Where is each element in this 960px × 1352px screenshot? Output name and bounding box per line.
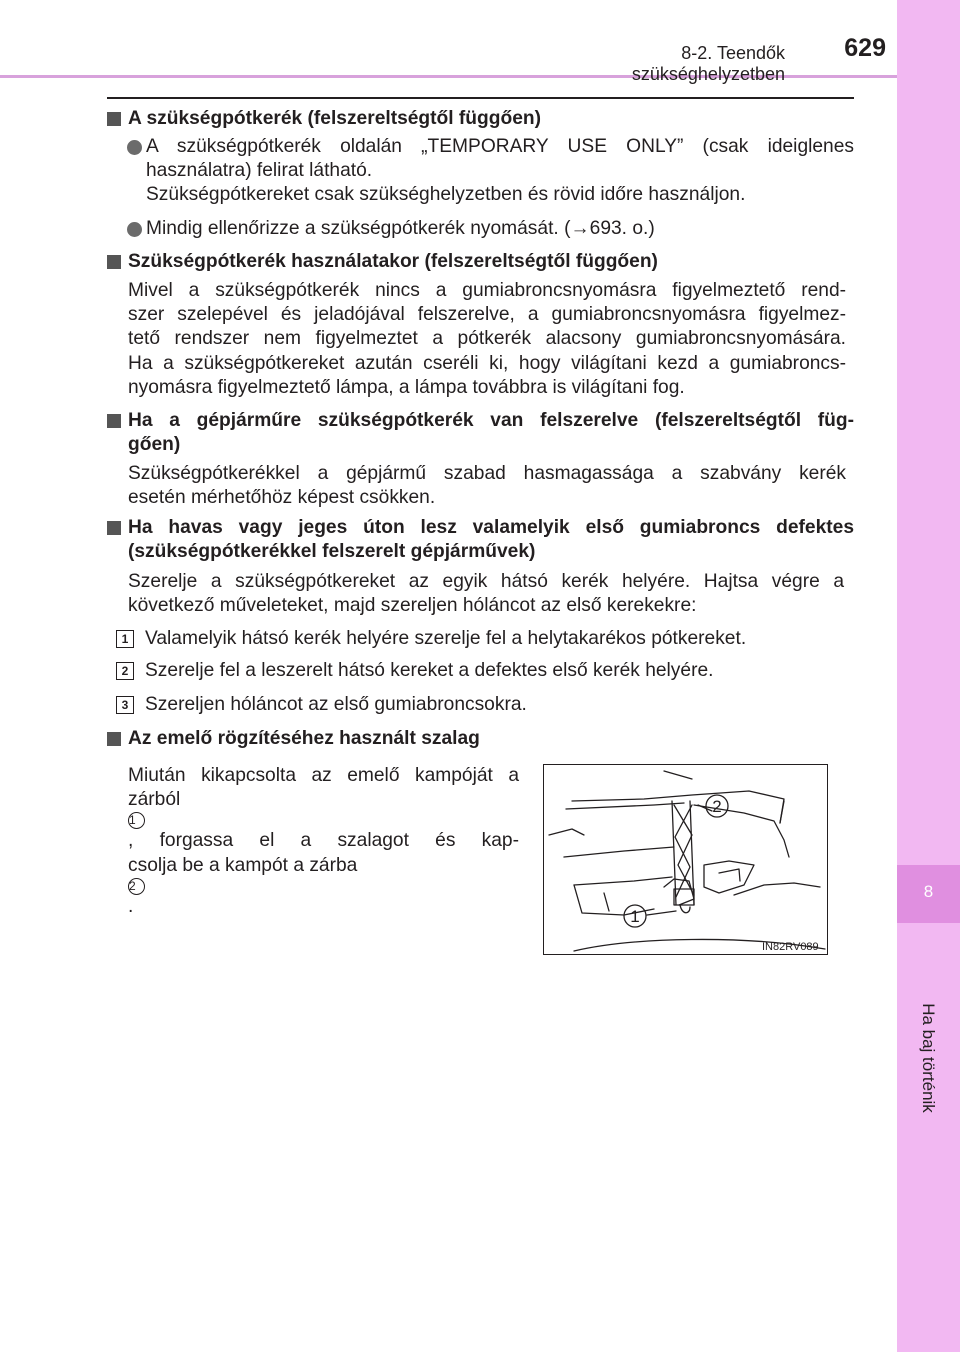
section-heading: A szükségpótkerék (felszereltségtől függően) [128, 108, 541, 129]
callout-ref: 2 [128, 878, 145, 895]
figure-callout-2: 2 [712, 797, 722, 816]
section-title: 8-2. Teendők szükséghelyzetben [631, 43, 785, 84]
body-paragraph: Szerelje a szükségpótkereket az egyik hátsó kerék helyére. Hajtsa végre a következő műveleteket, majd szereljen hóláncot az első kerekekre: [128, 571, 844, 617]
chapter-title: Ha baj történik [919, 1003, 938, 1113]
chapter-number: 8 [923, 882, 934, 901]
figure-callout-1: 1 [630, 907, 640, 926]
step-text: Szerelje fel a leszerelt hátsó kereket a defektes első kerék helyére. [145, 660, 714, 681]
section-heading: Ha havas vagy jeges úton lesz valamelyik első gumiabroncs defektes (szükségpótkerékkel felszerelt gépjárművek) [128, 517, 854, 563]
bullet-paragraph: Mindig ellenőrizze a szükségpótkerék nyomását. (→693. o.) [146, 218, 655, 239]
bullet-paragraph: A szükségpótkerék oldalán „TEMPORARY USE ONLY” (csak ideiglenes használatra) felirat látható. Szükségpótkereket csak szükséghelyzetben és rövid időre használjon. [146, 136, 854, 206]
body-paragraph: Miután kikapcsolta az emelő kampóját a zárból 1 , forgassa el a szalagot és kap- csolja be a kampót a zárba 2 . [128, 765, 519, 917]
chapter-sidebar [897, 0, 960, 1352]
section-heading: Ha a gépjárműre szükségpótkerék van felszerelve (felszereltségtől füg- gően) [128, 410, 854, 456]
step-text: Szereljen hóláncot az első gumiabroncsokra. [145, 694, 527, 715]
section-heading: Az emelő rögzítéséhez használt szalag [128, 728, 480, 749]
page-number: 629 [844, 34, 886, 62]
step-number: 1 [116, 630, 134, 648]
jack-strap-illustration [544, 765, 827, 954]
bullet-icon [127, 222, 142, 237]
jack-strap-figure [543, 764, 828, 955]
body-paragraph: Mivel a szükségpótkerék nincs a gumiabroncsnyomásra figyelmeztető rend- szer szelepével és jeladójával felszerelve, a gumiabroncsnyomásra figyelmez- tető rendszer nem figyelmeztet a pótkerék alacsony gumiabroncsnyomására. Ha a szükségpótkereket azután cseréli ki, hogy világítani kezd a gumiabroncs- nyomásra figyelmeztető lámpa, a lámpa továbbra is világítani fog. [128, 280, 846, 398]
callout-ref: 1 [128, 812, 145, 829]
section-marker-icon [107, 521, 121, 535]
section-marker-icon [107, 414, 121, 428]
step-number: 2 [116, 662, 134, 680]
section-heading: Szükségpótkerék használatakor (felszereltségtől függően) [128, 251, 658, 272]
section-marker-icon [107, 112, 121, 126]
section-marker-icon [107, 732, 121, 746]
bullet-icon [127, 140, 142, 155]
step-text: Valamelyik hátsó kerék helyére szerelje fel a helytakarékos pótkereket. [145, 628, 747, 649]
section-marker-icon [107, 255, 121, 269]
content-top-rule [107, 97, 854, 99]
body-paragraph: Szükségpótkerékkel a gépjármű szabad hasmagassága a szabvány kerék esetén mérhetőhöz képest csökken. [128, 463, 846, 509]
figure-code: IN82RV089 [762, 941, 819, 953]
step-number: 3 [116, 696, 134, 714]
